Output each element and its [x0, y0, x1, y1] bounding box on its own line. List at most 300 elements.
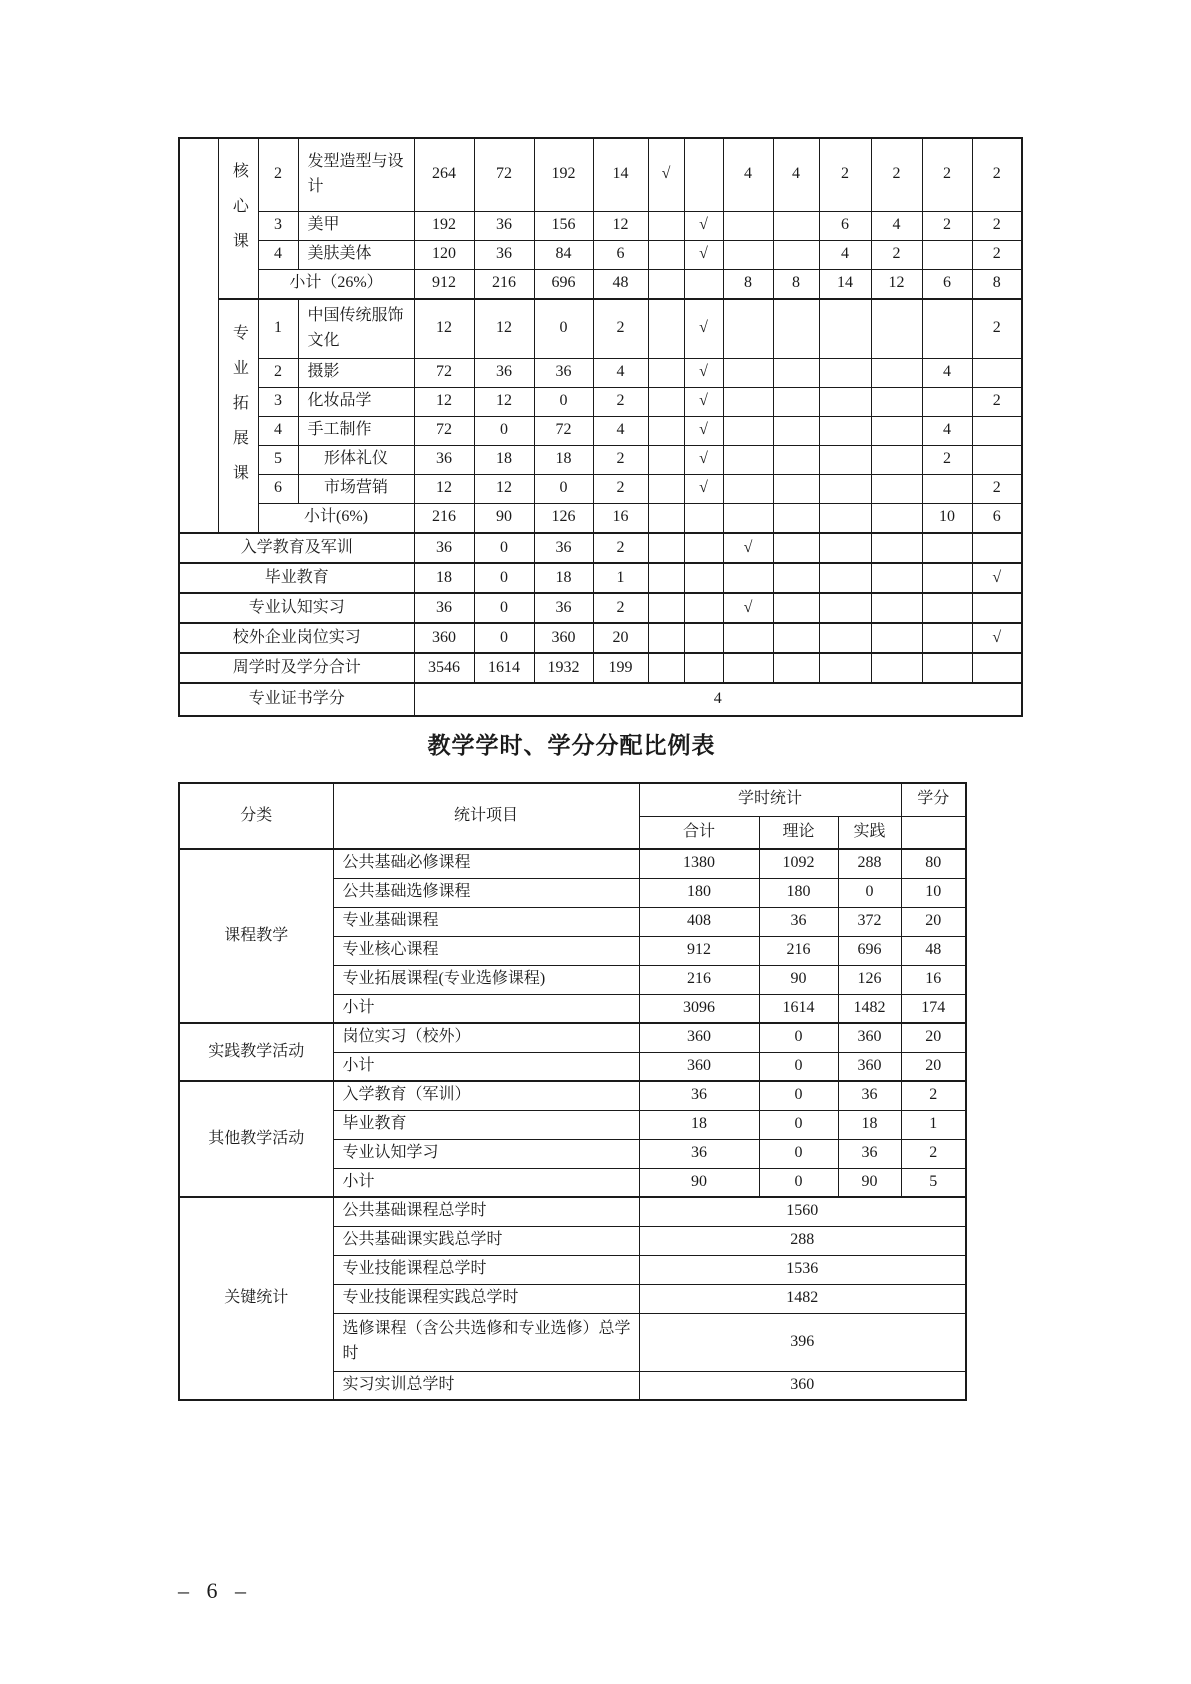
table-cell: 形体礼仪 [298, 445, 414, 474]
table-cell-empty [648, 387, 684, 416]
table-cell: 0 [474, 623, 534, 653]
table-cell: 1 [901, 1110, 966, 1139]
table-cell-empty [723, 474, 773, 503]
table-row [179, 299, 1022, 358]
table-cell: 2 [593, 299, 648, 358]
table-cell: 216 [414, 503, 474, 533]
checkmark-cell: √ [684, 299, 723, 358]
table-cell: 192 [534, 138, 593, 211]
table-cell-empty [648, 653, 684, 683]
table-cell-empty [871, 533, 922, 563]
table-cell: 理论 [759, 816, 838, 849]
table-cell: 360 [639, 1023, 759, 1052]
table-cell: 3 [258, 387, 298, 416]
table-cell: 16 [901, 965, 966, 994]
table-cell: 36 [639, 1139, 759, 1168]
table-cell: 0 [759, 1110, 838, 1139]
table-row [179, 416, 1022, 445]
table-cell-empty [871, 474, 922, 503]
table-cell: 2 [593, 474, 648, 503]
table-cell: 课程教学 [179, 849, 333, 1023]
table-cell: 4 [593, 416, 648, 445]
table-cell: 120 [414, 240, 474, 269]
table-cell: 4 [723, 138, 773, 211]
table-cell: 5 [258, 445, 298, 474]
table-cell: 1 [593, 563, 648, 593]
table-cell-empty [773, 653, 819, 683]
table-cell: 6 [593, 240, 648, 269]
table-cell-empty [773, 445, 819, 474]
table-cell: 12 [474, 387, 534, 416]
table-cell-empty [871, 503, 922, 533]
table-cell-empty [972, 593, 1022, 623]
table-cell-empty [871, 387, 922, 416]
table-cell: 专业拓展课程(专业选修课程) [333, 965, 639, 994]
table-cell-empty [684, 623, 723, 653]
table-cell: 入学教育及军训 [179, 533, 414, 563]
table-cell-empty [922, 533, 972, 563]
table-cell: 156 [534, 211, 593, 240]
table-cell: 14 [593, 138, 648, 211]
table-row [179, 1023, 966, 1052]
table-cell-empty [871, 299, 922, 358]
table-cell: 选修课程（含公共选修和专业选修）总学时 [333, 1313, 639, 1371]
table-row [179, 683, 1022, 716]
table-cell-empty [648, 299, 684, 358]
table-cell: 校外企业岗位实习 [179, 623, 414, 653]
table-cell: 90 [474, 503, 534, 533]
table-cell-empty [179, 138, 218, 533]
table-cell: 实践教学活动 [179, 1023, 333, 1081]
table-cell: 18 [534, 445, 593, 474]
table-cell: 360 [838, 1023, 901, 1052]
table-cell-empty [922, 623, 972, 653]
table-cell-empty [773, 240, 819, 269]
table-cell-empty [723, 387, 773, 416]
table-cell: 小计 [333, 1168, 639, 1197]
checkmark-cell: √ [684, 358, 723, 387]
table-cell: 360 [838, 1052, 901, 1081]
table-cell: 美甲 [298, 211, 414, 240]
table-cell: 公共基础课程总学时 [333, 1197, 639, 1226]
table-cell: 72 [414, 416, 474, 445]
table-cell-empty [684, 533, 723, 563]
table-cell: 美肤美体 [298, 240, 414, 269]
table-cell: 36 [838, 1139, 901, 1168]
table-cell-empty [648, 211, 684, 240]
table-cell: 36 [534, 593, 593, 623]
table-cell: 2 [901, 1139, 966, 1168]
table-cell-empty [972, 653, 1022, 683]
table-cell-empty [819, 416, 871, 445]
table-cell: 1560 [639, 1197, 966, 1226]
table-cell: 12 [414, 299, 474, 358]
table-cell: 0 [759, 1168, 838, 1197]
table-cell-empty [922, 299, 972, 358]
table-cell-empty [972, 416, 1022, 445]
table-cell: 126 [838, 965, 901, 994]
checkmark-cell: √ [723, 533, 773, 563]
table-cell: 1092 [759, 849, 838, 878]
table-cell: 48 [593, 269, 648, 299]
table-cell: 毕业教育 [333, 1110, 639, 1139]
table-cell: 2 [922, 138, 972, 211]
table-cell: 20 [593, 623, 648, 653]
table-cell: 696 [534, 269, 593, 299]
table-cell: 180 [639, 878, 759, 907]
table-cell: 36 [414, 445, 474, 474]
table-cell: 1482 [639, 1284, 966, 1313]
table-cell-empty [819, 623, 871, 653]
table-cell-empty [648, 623, 684, 653]
table-cell: 4 [922, 416, 972, 445]
table-cell: 36 [414, 533, 474, 563]
table-cell: 1 [258, 299, 298, 358]
checkmark-cell: √ [648, 138, 684, 211]
table-cell: 学分 [901, 783, 966, 816]
table-cell: 36 [474, 240, 534, 269]
table-cell-empty [773, 533, 819, 563]
table-cell: 3546 [414, 653, 474, 683]
table-cell: 专业证书学分 [179, 683, 414, 716]
table-cell: 公共基础课实践总学时 [333, 1226, 639, 1255]
table-cell: 0 [474, 533, 534, 563]
table-cell-empty [922, 240, 972, 269]
table-cell: 毕业教育 [179, 563, 414, 593]
table-cell: 1380 [639, 849, 759, 878]
table-cell: 2 [593, 387, 648, 416]
table-cell-empty [648, 503, 684, 533]
table-cell: 2 [258, 358, 298, 387]
table-cell: 2 [972, 240, 1022, 269]
table-cell: 2 [972, 299, 1022, 358]
table-cell: 0 [534, 299, 593, 358]
table-cell: 6 [922, 269, 972, 299]
table-cell: 18 [474, 445, 534, 474]
table-cell: 摄影 [298, 358, 414, 387]
table-cell: 岗位实习（校外） [333, 1023, 639, 1052]
table-cell-empty [871, 593, 922, 623]
table-cell-empty [773, 593, 819, 623]
table-cell: 专业技能课程实践总学时 [333, 1284, 639, 1313]
table-cell: 18 [838, 1110, 901, 1139]
table-cell: 80 [901, 849, 966, 878]
table-cell: 公共基础必修课程 [333, 849, 639, 878]
table-cell: 4 [922, 358, 972, 387]
table-row [179, 445, 1022, 474]
table-cell: 实践 [838, 816, 901, 849]
table-cell: 12 [474, 474, 534, 503]
table-cell: 14 [819, 269, 871, 299]
table-cell-empty [773, 387, 819, 416]
table-cell: 36 [759, 907, 838, 936]
table-cell: 12 [871, 269, 922, 299]
table-cell: 84 [534, 240, 593, 269]
table-cell-empty [773, 358, 819, 387]
table-cell: 专业技能课程总学时 [333, 1255, 639, 1284]
table-cell-empty [922, 387, 972, 416]
table-cell-empty [922, 563, 972, 593]
table-cell: 372 [838, 907, 901, 936]
table-cell: 2 [901, 1081, 966, 1110]
table-cell: 36 [838, 1081, 901, 1110]
table-cell-empty [773, 299, 819, 358]
checkmark-cell: √ [684, 445, 723, 474]
table-cell-empty [871, 653, 922, 683]
checkmark-cell: √ [684, 416, 723, 445]
hours-credits-allocation-table [178, 782, 967, 1401]
curriculum-schedule-table-continued [178, 137, 1023, 717]
table-cell: 0 [474, 416, 534, 445]
table-row [179, 211, 1022, 240]
table-cell: 2 [922, 445, 972, 474]
table-cell: 36 [639, 1081, 759, 1110]
table-cell: 关键统计 [179, 1197, 333, 1400]
table-row [179, 563, 1022, 593]
table-cell: 统计项目 [333, 783, 639, 849]
table-cell: 912 [414, 269, 474, 299]
table-cell: 18 [414, 563, 474, 593]
table-cell: 化妆品学 [298, 387, 414, 416]
table-cell-empty [819, 445, 871, 474]
table-cell: 5 [901, 1168, 966, 1197]
table-cell: 8 [972, 269, 1022, 299]
table-cell: 90 [838, 1168, 901, 1197]
table-cell-empty [773, 416, 819, 445]
table-cell-empty [773, 563, 819, 593]
table-cell-empty [972, 445, 1022, 474]
table-cell: 0 [759, 1023, 838, 1052]
table-row [179, 1081, 966, 1110]
table-cell-empty [871, 416, 922, 445]
table-row [179, 358, 1022, 387]
table-cell: 72 [414, 358, 474, 387]
allocation-table-title: 教学学时、学分分配比例表 [427, 733, 716, 758]
table-cell-empty [648, 269, 684, 299]
table-cell: 小计(6%) [258, 503, 414, 533]
table-cell: 10 [922, 503, 972, 533]
table-cell: 0 [534, 387, 593, 416]
table-cell-empty [723, 653, 773, 683]
table-cell-empty [773, 623, 819, 653]
table-cell-empty [723, 416, 773, 445]
table-cell-empty [723, 445, 773, 474]
table-cell: 48 [901, 936, 966, 965]
table-cell: 2 [871, 240, 922, 269]
table-cell-empty [819, 533, 871, 563]
table-cell: 18 [534, 563, 593, 593]
table-cell: 2 [972, 138, 1022, 211]
table-cell: 1932 [534, 653, 593, 683]
checkmark-cell: √ [684, 474, 723, 503]
table-cell: 72 [474, 138, 534, 211]
table-row [179, 474, 1022, 503]
table-cell: 小计 [333, 994, 639, 1023]
table-cell: 3096 [639, 994, 759, 1023]
table-cell: 周学时及学分合计 [179, 653, 414, 683]
table-cell-empty [773, 211, 819, 240]
table-cell-empty [723, 623, 773, 653]
table-cell: 2 [871, 138, 922, 211]
checkmark-cell: √ [972, 623, 1022, 653]
table-cell: 16 [593, 503, 648, 533]
table-cell: 90 [759, 965, 838, 994]
table-cell: 4 [819, 240, 871, 269]
table-cell: 2 [593, 593, 648, 623]
table-cell-empty [684, 269, 723, 299]
table-cell: 2 [922, 211, 972, 240]
table-cell-empty [723, 211, 773, 240]
table-cell: 1536 [639, 1255, 966, 1284]
table-cell: 36 [474, 358, 534, 387]
table-cell-empty [648, 358, 684, 387]
table-cell: 2 [972, 474, 1022, 503]
table-cell: 12 [414, 474, 474, 503]
table-cell: 4 [414, 683, 1022, 716]
table-cell-empty [648, 533, 684, 563]
table-cell: 其他教学活动 [179, 1081, 333, 1197]
table-cell: 2 [593, 445, 648, 474]
table-cell: 学时统计 [639, 783, 901, 816]
table-row [179, 593, 1022, 623]
table-cell: 10 [901, 878, 966, 907]
table-cell: 216 [474, 269, 534, 299]
table-cell-empty [648, 445, 684, 474]
table-cell: 0 [474, 563, 534, 593]
table-cell-empty [972, 533, 1022, 563]
table-cell: 2 [819, 138, 871, 211]
table-cell: 8 [773, 269, 819, 299]
table-cell: 36 [414, 593, 474, 623]
table-cell-empty [819, 474, 871, 503]
table-cell: 174 [901, 994, 966, 1023]
checkmark-cell: √ [684, 387, 723, 416]
checkmark-cell: √ [723, 593, 773, 623]
table-cell-empty [684, 653, 723, 683]
table-cell: 216 [759, 936, 838, 965]
table-cell-empty [819, 563, 871, 593]
table-cell: 396 [639, 1313, 966, 1371]
table-cell: 408 [639, 907, 759, 936]
table-cell: 专业认知实习 [179, 593, 414, 623]
table-cell: 0 [534, 474, 593, 503]
table-cell-empty [871, 445, 922, 474]
table-row [179, 1197, 966, 1226]
table-row [179, 783, 966, 816]
table-cell: 4 [258, 416, 298, 445]
table-cell: 20 [901, 1023, 966, 1052]
table-cell-empty [819, 358, 871, 387]
table-cell-empty [684, 593, 723, 623]
table-cell: 360 [414, 623, 474, 653]
table-cell: 专业认知学习 [333, 1139, 639, 1168]
table-cell: 专业拓展课 [218, 299, 258, 533]
table-cell: 216 [639, 965, 759, 994]
table-cell-empty [723, 503, 773, 533]
table-cell-empty [684, 563, 723, 593]
table-cell: 72 [534, 416, 593, 445]
table-cell-empty [922, 593, 972, 623]
table-cell: 4 [593, 358, 648, 387]
table-row [179, 653, 1022, 683]
table-cell: 288 [838, 849, 901, 878]
table-cell: 专业核心课程 [333, 936, 639, 965]
table-cell: 发型造型与设计 [298, 138, 414, 211]
table-cell: 192 [414, 211, 474, 240]
table-row [179, 533, 1022, 563]
table-cell-empty [648, 474, 684, 503]
table-cell: 36 [534, 533, 593, 563]
table-cell-empty [819, 653, 871, 683]
table-cell: 入学教育（军训） [333, 1081, 639, 1110]
table-cell: 8 [723, 269, 773, 299]
table-row [179, 387, 1022, 416]
table-cell: 180 [759, 878, 838, 907]
table-cell: 1614 [759, 994, 838, 1023]
table-cell: 公共基础选修课程 [333, 878, 639, 907]
table-row [179, 269, 1022, 299]
table-cell: 2 [972, 387, 1022, 416]
table-cell-empty [819, 387, 871, 416]
table-cell: 3 [258, 211, 298, 240]
table-cell-empty [819, 299, 871, 358]
table-cell: 0 [759, 1139, 838, 1168]
table-cell: 0 [759, 1081, 838, 1110]
table-cell-empty [648, 563, 684, 593]
table-cell-empty [723, 358, 773, 387]
table-cell: 1614 [474, 653, 534, 683]
table-cell: 分类 [179, 783, 333, 849]
table-cell: 4 [773, 138, 819, 211]
table-cell: 实习实训总学时 [333, 1371, 639, 1400]
table-cell-empty [648, 416, 684, 445]
table-cell: 912 [639, 936, 759, 965]
checkmark-cell: √ [684, 240, 723, 269]
table-cell: 12 [414, 387, 474, 416]
table-cell-empty [773, 503, 819, 533]
table-cell: 360 [639, 1052, 759, 1081]
table-cell-empty [648, 240, 684, 269]
table-cell: 2 [593, 533, 648, 563]
table-cell: 360 [534, 623, 593, 653]
page-number: – 6 – [178, 1578, 252, 1603]
table-cell-empty [871, 623, 922, 653]
table-cell-empty [819, 503, 871, 533]
table-row [179, 503, 1022, 533]
table-cell: 199 [593, 653, 648, 683]
table-cell: 360 [639, 1371, 966, 1400]
table-cell: 18 [639, 1110, 759, 1139]
table-cell-empty [901, 816, 966, 849]
table-cell: 市场营销 [298, 474, 414, 503]
table-cell: 696 [838, 936, 901, 965]
table-cell: 合计 [639, 816, 759, 849]
table-cell: 0 [838, 878, 901, 907]
table-row [179, 849, 966, 878]
table-row [179, 623, 1022, 653]
table-cell: 6 [819, 211, 871, 240]
table-cell: 264 [414, 138, 474, 211]
table-cell: 专业基础课程 [333, 907, 639, 936]
table-cell: 2 [972, 211, 1022, 240]
table-cell-empty [648, 593, 684, 623]
table-cell: 小计 [333, 1052, 639, 1081]
table-cell: 6 [258, 474, 298, 503]
table-row [179, 240, 1022, 269]
checkmark-cell: √ [684, 211, 723, 240]
table-cell: 36 [534, 358, 593, 387]
table-cell: 20 [901, 1052, 966, 1081]
